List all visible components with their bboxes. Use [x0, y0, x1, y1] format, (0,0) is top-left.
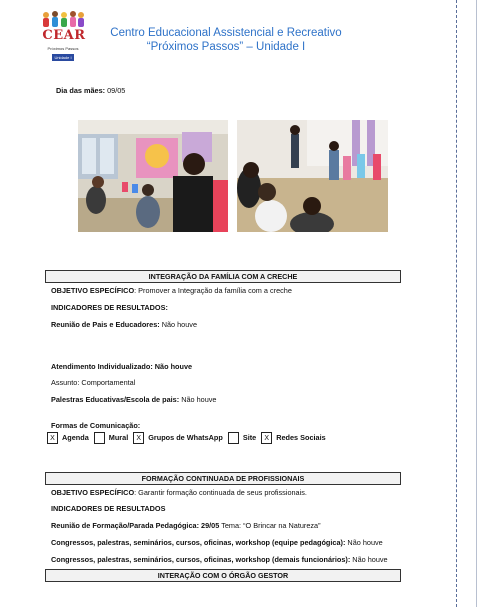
logo-tagline: Próximos Passos	[47, 46, 79, 51]
event-photo-1	[78, 120, 228, 232]
cear-logo	[40, 10, 86, 66]
talks-value: Não houve	[179, 395, 217, 404]
training-objective-label: OBJETIVO ESPECÍFICO	[51, 488, 135, 497]
training-meeting-value: Tema: “O Brincar na Natureza”	[219, 521, 321, 530]
children-illustration-icon	[40, 10, 86, 30]
header-title-line-2: “Próximos Passos” – Unidade I	[146, 41, 306, 53]
event-date: 09/05	[107, 86, 126, 95]
training-indicators-label: INDICADORES DE RESULTADOS	[51, 504, 166, 513]
agenda-checkbox[interactable]: X	[47, 432, 58, 444]
family-objective	[51, 286, 292, 295]
event-label: Dia das mães:	[56, 86, 106, 95]
family-integration-heading: INTEGRAÇÃO DA FAMÍLIA COM A CRECHE	[45, 270, 401, 283]
congress-pedagogical-line	[51, 538, 383, 547]
agency-interaction-heading: INTERAÇÃO COM O ÓRGÃO GESTOR	[45, 569, 401, 582]
parent-meeting-label: Reunião de Pais e Educadores:	[51, 320, 160, 329]
congress-staff-line	[51, 555, 388, 564]
communication-label: Formas de Comunicação:	[51, 421, 141, 430]
talks-line	[51, 395, 217, 404]
mural-label: Mural	[108, 433, 129, 442]
mothers-photo-icon	[237, 120, 388, 232]
training-objective-text: : Garantir formação continuada de seus profissionais.	[134, 488, 307, 497]
parent-meeting-line	[51, 320, 197, 329]
whatsapp-checkbox[interactable]: X	[133, 432, 144, 444]
event-line	[56, 86, 125, 95]
document-header	[96, 26, 356, 54]
social-checkbox[interactable]: X	[261, 432, 272, 444]
page-margin-line	[456, 0, 457, 607]
site-label: Site	[242, 433, 257, 442]
family-objective-text: : Promover a Integração da família com a creche	[134, 286, 292, 295]
family-objective-label: OBJETIVO ESPECÍFICO	[51, 286, 135, 295]
individual-care-line: Atendimento Individualizado: Não houve	[51, 362, 193, 371]
training-meeting-label: Reunião de Formação/Parada Pedagógica: 29/05	[51, 521, 220, 530]
family-indicators-label: INDICADORES DE RESULTADOS:	[51, 303, 168, 312]
talks-label: Palestras Educativas/Escola de pais:	[51, 395, 180, 404]
event-photo-2	[237, 120, 388, 232]
communication-options	[47, 431, 331, 444]
social-label: Redes Sociais	[276, 433, 326, 442]
whatsapp-label: Grupos de WhatsApp	[148, 433, 223, 442]
subject-line: Assunto: Comportamental	[51, 378, 136, 387]
congress-staff-label: Congressos, palestras, seminários, cursos, oficinas, workshop (demais funcionários):	[51, 555, 351, 564]
training-objective	[51, 488, 307, 497]
logo-badge: Unidade I	[52, 54, 74, 61]
congress-pedagogical-value: Não houve	[345, 538, 383, 547]
congress-staff-value: Não houve	[350, 555, 388, 564]
site-checkbox[interactable]	[228, 432, 239, 444]
mural-checkbox[interactable]	[94, 432, 105, 444]
training-heading: FORMAÇÃO CONTINUADA DE PROFISSIONAIS	[45, 472, 401, 485]
header-title-line-1: Centro Educacional Assistencial e Recreativo	[110, 27, 342, 39]
congress-pedagogical-label: Congressos, palestras, seminários, cursos, oficinas, workshop (equipe pedagógica):	[51, 538, 346, 547]
training-meeting-line	[51, 521, 321, 530]
agenda-label: Agenda	[62, 433, 89, 442]
parent-meeting-value: Não houve	[159, 320, 198, 329]
classroom-photo-icon	[78, 120, 228, 232]
logo-brand: CEAR	[42, 28, 86, 43]
